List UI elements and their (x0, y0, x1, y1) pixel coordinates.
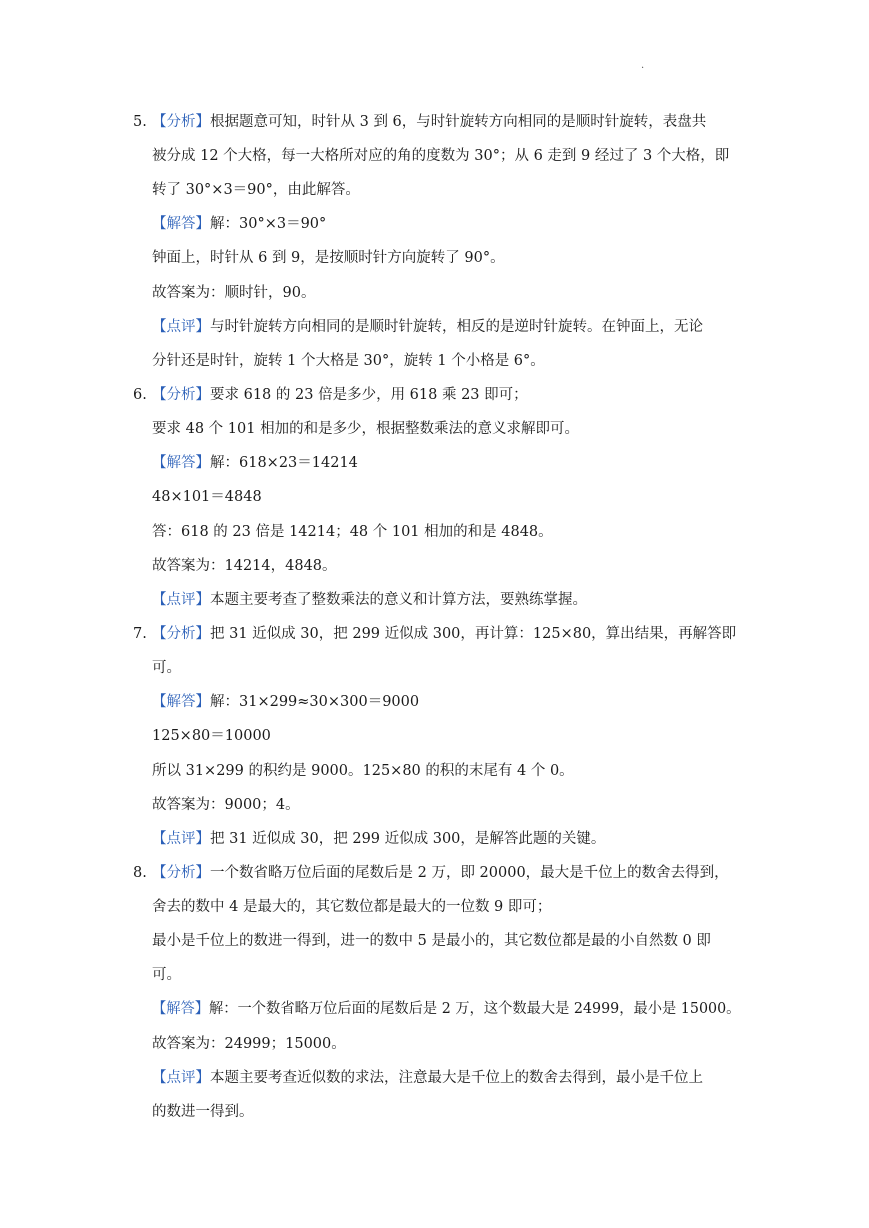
comment-line: 【点评】把 31 近似成 30，把 299 近似成 300，是解答此题的关键。 (152, 831, 606, 847)
analysis-tag: 【分析】 (152, 387, 210, 403)
analysis-line: 被分成 12 个大格，每一大格所对应的角的度数为 30°；从 6 走到 9 经过了 3 个大格，即 (152, 148, 730, 164)
problem-number: 5. (133, 114, 147, 130)
solution-line: 48×101＝4848 (152, 489, 262, 505)
solution-tag: 【解答】 (152, 694, 210, 710)
comment-line: 【点评】本题主要考查近似数的求法，注意最大是千位上的数舍去得到，最小是千位上 (152, 1070, 703, 1086)
analysis-line: 转了 30°×3＝90°，由此解答。 (152, 182, 360, 198)
solution-tag: 【解答】 (152, 455, 210, 471)
analysis-line: 【分析】一个数省略万位后面的尾数后是 2 万，即 20000，最大是千位上的数舍去得到， (152, 865, 729, 881)
comment-tag: 【点评】 (152, 592, 210, 608)
analysis-line: 【分析】要求 618 的 23 倍是多少，用 618 乘 23 即可； (152, 387, 528, 403)
solution-line: 【解答】解：30°×3＝90° (152, 216, 327, 232)
analysis-line: 要求 48 个 101 相加的和是多少，根据整数乘法的意义求解即可。 (152, 421, 580, 437)
solution-tag: 【解答】 (152, 1001, 210, 1017)
analysis-line: 【分析】根据题意可知，时针从 3 到 6，与时针旋转方向相同的是顺时针旋转，表盘共 (152, 114, 707, 130)
analysis-tag: 【分析】 (152, 865, 210, 881)
solution-line: 故答案为：14214，4848。 (152, 558, 337, 574)
analysis-line: 可。 (152, 660, 181, 676)
solution-tag: 【解答】 (152, 216, 210, 232)
solution-line: 故答案为：顺时针，90。 (152, 285, 316, 301)
solution-line: 答：618 的 23 倍是 14214；48 个 101 相加的和是 4848。 (152, 524, 553, 540)
comment-tag: 【点评】 (152, 831, 210, 847)
comment-tag: 【点评】 (152, 1070, 210, 1086)
solution-line: 125×80＝10000 (152, 728, 271, 744)
solution-line: 所以 31×299 的积约是 9000。125×80 的积的末尾有 4 个 0。 (152, 763, 574, 779)
analysis-line: 可。 (152, 967, 181, 983)
solution-line: 钟面上，时针从 6 到 9，是按顺时针方向旋转了 90°。 (152, 250, 505, 266)
header-dot: . (641, 60, 645, 71)
comment-line: 分针还是时针，旋转 1 个大格是 30°，旋转 1 个小格是 6°。 (152, 353, 545, 369)
comment-line: 【点评】本题主要考查了整数乘法的意义和计算方法，要熟练掌握。 (152, 592, 587, 608)
analysis-line: 舍去的数中 4 是最大的，其它数位都是最大的一位数 9 即可； (152, 899, 552, 915)
problem-number: 7. (133, 626, 147, 642)
analysis-line: 【分析】把 31 近似成 30，把 299 近似成 300，再计算：125×80，算出结果，再解答即 (152, 626, 737, 642)
solution-line: 故答案为：9000；4。 (152, 797, 300, 813)
solution-line: 【解答】解：618×23＝14214 (152, 455, 358, 471)
comment-line: 的数进一得到。 (152, 1104, 254, 1120)
analysis-tag: 【分析】 (152, 626, 210, 642)
solution-line: 【解答】解：31×299≈30×300＝9000 (152, 694, 420, 710)
problem-number: 8. (133, 865, 147, 881)
comment-tag: 【点评】 (152, 319, 210, 335)
analysis-tag: 【分析】 (152, 114, 210, 130)
solution-line: 【解答】解：一个数省略万位后面的尾数后是 2 万，这个数最大是 24999，最小是 15000。 (152, 1001, 741, 1017)
problem-number: 6. (133, 387, 147, 403)
solution-line: 故答案为：24999；15000。 (152, 1036, 346, 1052)
comment-line: 【点评】与时针旋转方向相同的是顺时针旋转，相反的是逆时针旋转。在钟面上，无论 (152, 319, 703, 335)
analysis-line: 最小是千位上的数进一得到，进一的数中 5 是最小的，其它数位都是最的小自然数 0 即 (152, 933, 711, 949)
